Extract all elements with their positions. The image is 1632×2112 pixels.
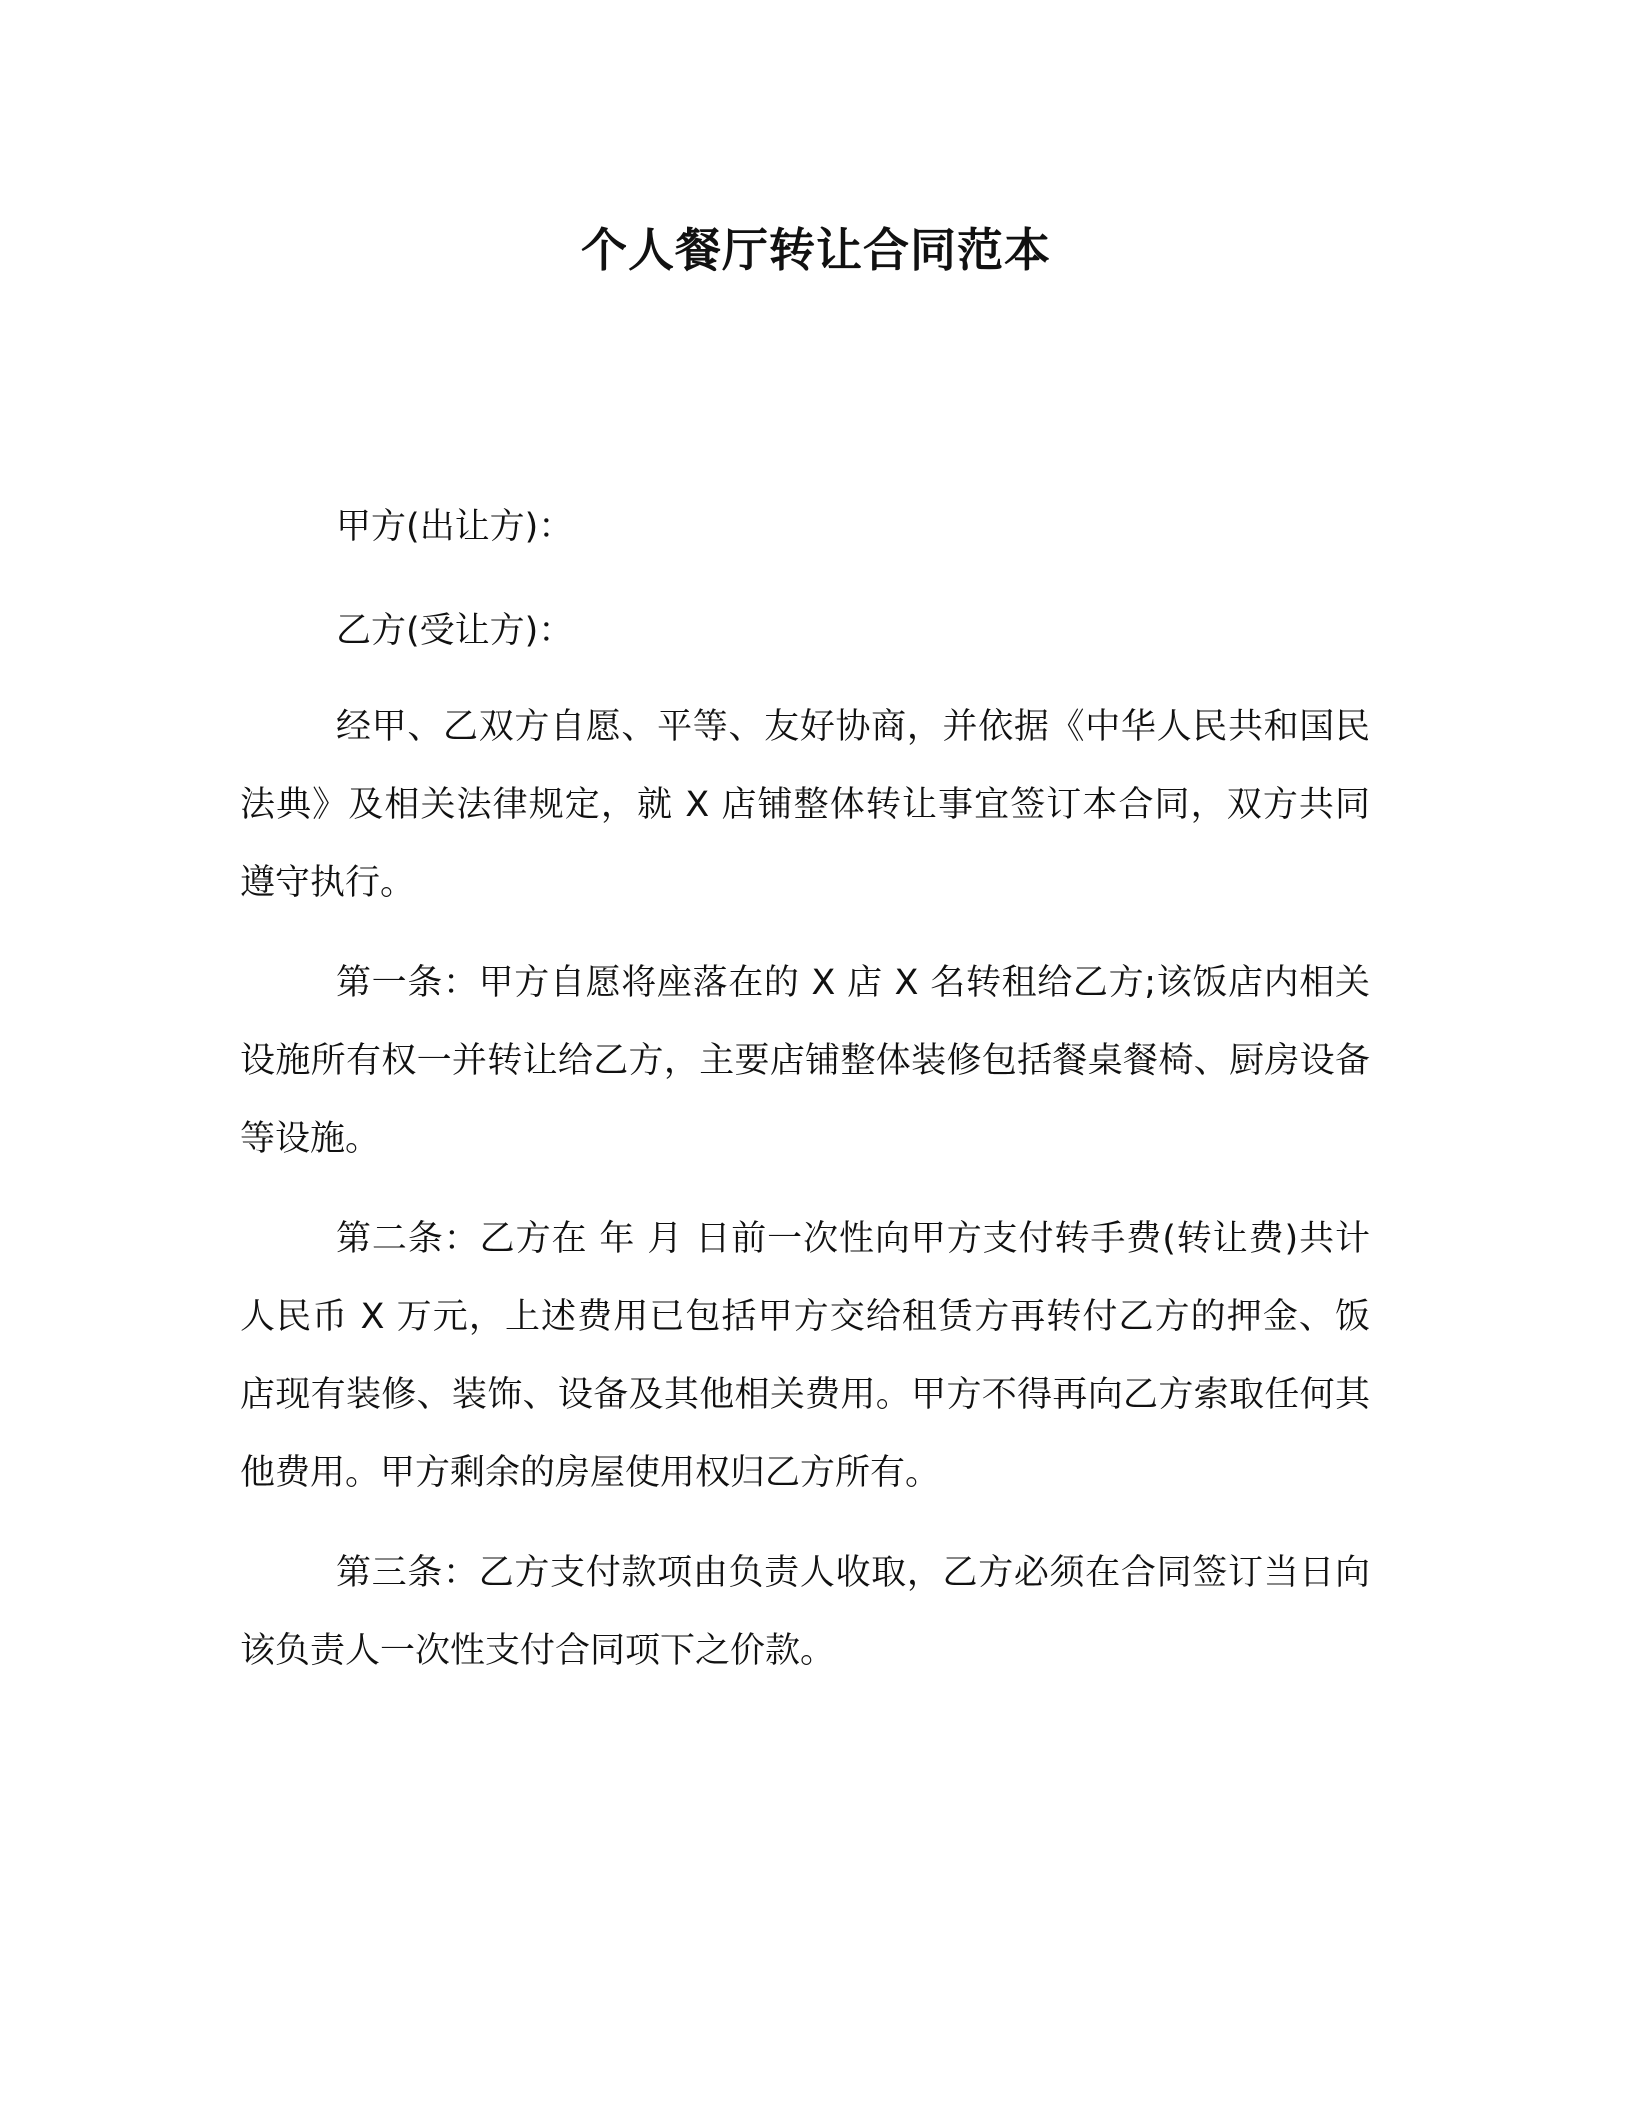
document-title: 个人餐厅转让合同范本 [581,223,1051,277]
article-2-paragraph: 第二条：乙方在 年 月 日前一次性向甲方支付转手费(转让费)共计人民币 X 万元，上述费用已包括甲方交给租赁方再转付乙方的押金、饭店现有装修、装饰、设备及其他相关费用。甲方不得再向乙方索取任何其他费用。甲方剩余的房屋使用权归乙方所有。 [240,1219,1370,1493]
article-1-paragraph: 第一条：甲方自愿将座落在的 X 店 X 名转租给乙方;该饭店内相关设施所有权一并转让给乙方，主要店铺整体装修包括餐桌餐椅、厨房设备等设施。 [240,963,1370,1159]
party-b-line: 乙方(受让方)： [336,611,574,651]
preamble-paragraph: 经甲、乙双方自愿、平等、友好协商，并依据《中华人民共和国民法典》及相关法律规定，就 X 店铺整体转让事宜签订本合同，双方共同遵守执行。 [240,707,1370,903]
party-a-line: 甲方(出让方)： [336,507,574,547]
article-3-paragraph: 第三条：乙方支付款项由负责人收取，乙方必须在合同签订当日向该负责人一次性支付合同项下之价款。 [240,1553,1370,1671]
